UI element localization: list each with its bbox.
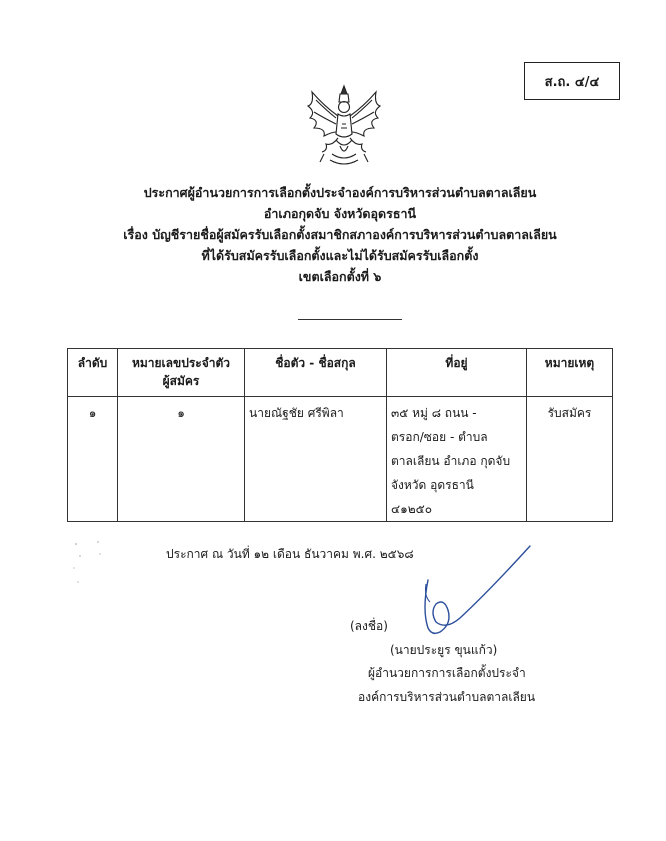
signer-name: (นายประยูร ขุนแก้ว) bbox=[390, 643, 498, 657]
address-line-4: จังหวัด อุดรธานี bbox=[391, 478, 474, 492]
header-number bbox=[118, 349, 245, 397]
announcement-title bbox=[100, 182, 580, 287]
header-address: ที่อยู่ bbox=[387, 349, 527, 397]
signature-label: (ลงชื่อ) bbox=[350, 619, 388, 633]
cell-note: รับสมัคร bbox=[527, 397, 613, 522]
header-order: ลำดับ bbox=[68, 349, 118, 397]
title-line-2: อำเภอกุดจับ จังหวัดอุดรธานี bbox=[263, 206, 417, 221]
scan-speck-marks bbox=[70, 538, 110, 598]
announcement-date: ประกาศ ณ วันที่ ๑๒ เดือน ธันวาคม พ.ศ. ๒๕๖๘ bbox=[166, 547, 414, 561]
cell-address bbox=[387, 397, 527, 522]
signer-position-line-1: ผู้อำนวยการการเลือกตั้งประจำ bbox=[368, 666, 526, 680]
handwritten-signature-icon bbox=[400, 540, 540, 650]
table-header-row bbox=[68, 349, 613, 397]
cell-number: ๑ bbox=[118, 397, 245, 522]
header-name: ชื่อตัว - ชื่อสกุล bbox=[245, 349, 387, 397]
signer-position-line-2: องค์การบริหารส่วนตำบลตาลเลียน bbox=[358, 690, 536, 704]
title-line-1: ประกาศผู้อำนวยการการเลือกตั้งประจำองค์การบริหารส่วนตำบลตาลเลียน bbox=[143, 185, 537, 200]
garuda-emblem-icon bbox=[302, 84, 386, 170]
address-line-2: ตรอก/ซอย - ตำบล bbox=[391, 430, 488, 444]
header-number-line-2: ผู้สมัคร bbox=[162, 374, 200, 388]
candidate-table bbox=[67, 348, 613, 522]
title-line-3: เรื่อง บัญชีรายชื่อผู้สมัครรับเลือกตั้งสมาชิกสภาองค์การบริหารส่วนตำบลตาลเลียน bbox=[123, 227, 557, 242]
header-note: หมายเหตุ bbox=[527, 349, 613, 397]
address-line-5: ๔๑๒๕๐ bbox=[391, 502, 433, 516]
title-line-5: เขตเลือกตั้งที่ ๖ bbox=[298, 269, 382, 284]
cell-name: นายณัฐชัย ศรีพิลา bbox=[245, 397, 387, 522]
form-code-box bbox=[524, 62, 620, 100]
header-number-line-1: หมายเลขประจำตัว bbox=[131, 356, 231, 370]
cell-order: ๑ bbox=[68, 397, 118, 522]
table-row bbox=[68, 397, 613, 522]
address-line-1: ๓๕ หมู่ ๘ ถนน - bbox=[391, 406, 477, 420]
title-divider bbox=[298, 319, 402, 320]
form-code: ส.ถ. ๔/๔ bbox=[544, 74, 600, 90]
title-line-4: ที่ได้รับสมัครรับเลือกตั้งและไม่ได้รับสมัครรับเลือกตั้ง bbox=[201, 248, 479, 263]
address-line-3: ตาลเลียน อำเภอ กุดจับ bbox=[391, 454, 511, 468]
